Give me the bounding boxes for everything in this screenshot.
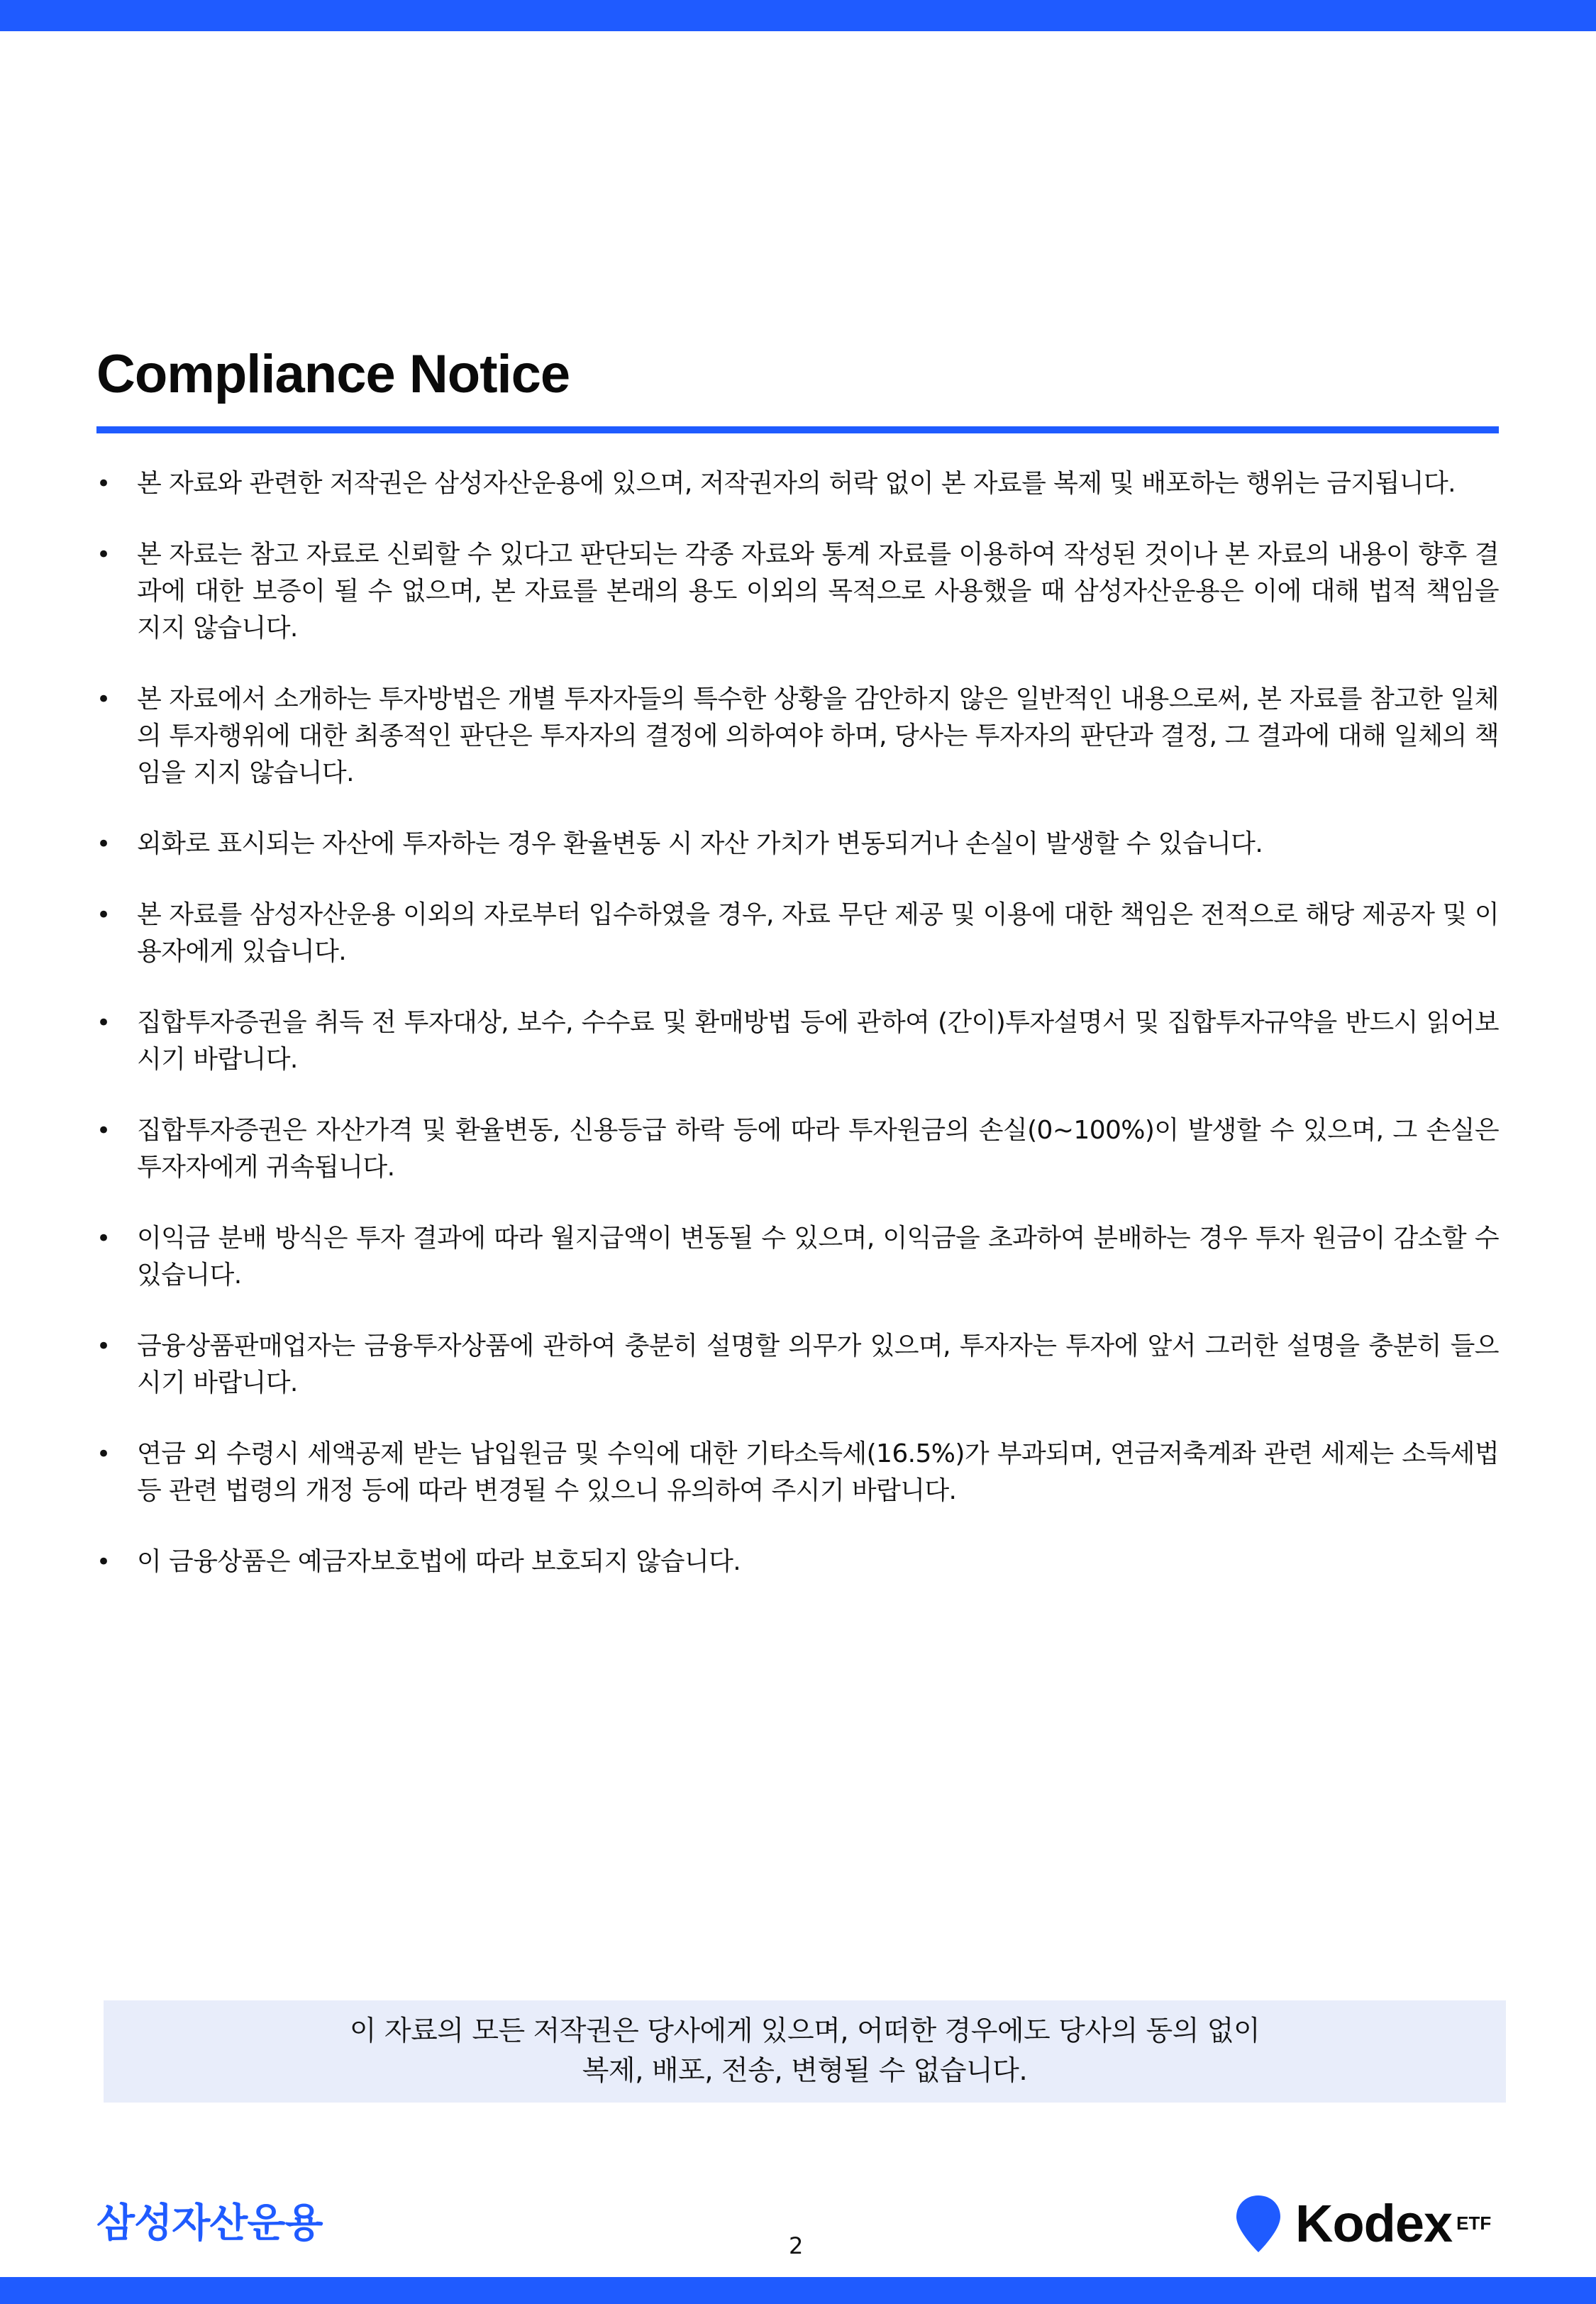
location-pin-icon (1234, 2194, 1282, 2254)
page-title: Compliance Notice (96, 344, 570, 404)
bottom-accent-bar (0, 2277, 1596, 2304)
kodex-wordmark: Kodex (1295, 2194, 1453, 2253)
notice-item: • 이익금 분배 방식은 투자 결과에 따라 월지급액이 변동될 수 있으며, 이익금을 초과하여 분배하는 경우 투자 원금이 감소할 수 있습니다. (96, 1220, 1499, 1294)
copyright-box (104, 2000, 1506, 2103)
top-accent-bar (0, 0, 1596, 31)
notice-item: • 금융상품판매업자는 금융투자상품에 관하여 충분히 설명할 의무가 있으며, 투자자는 투자에 앞서 그러한 설명을 충분히 들으시기 바랍니다. (96, 1328, 1499, 1402)
notice-item: • 연금 외 수령시 세액공제 받는 납입원금 및 수익에 대한 기타소득세(16.5%)가 부과되며, 연금저축계좌 관련 세제는 소득세법 등 관련 법령의 개정 등에 따라 변경될 수 있으니 유의하여 주시기 바랍니다. (96, 1436, 1499, 1510)
notice-item: • 외화로 표시되는 자산에 투자하는 경우 환율변동 시 자산 가치가 변동되거나 손실이 발생할 수 있습니다. (96, 826, 1499, 863)
notice-list (96, 465, 1499, 1615)
notice-item: • 본 자료는 참고 자료로 신뢰할 수 있다고 판단되는 각종 자료와 통계 자료를 이용하여 작성된 것이나 본 자료의 내용이 향후 결과에 대한 보증이 될 수 없으며, 본 자료를 본래의 용도 이외의 목적으로 사용했을 때 삼성자산운용은 이에 대해 법적 책임을 지지 않습니다. (96, 536, 1499, 647)
notice-item: • 본 자료를 삼성자산운용 이외의 자로부터 입수하였을 경우, 자료 무단 제공 및 이용에 대한 책임은 전적으로 해당 제공자 및 이용자에게 있습니다. (96, 897, 1499, 970)
title-underline (96, 426, 1499, 433)
etf-wordmark: ETF (1456, 2212, 1492, 2234)
notice-item: • 집합투자증권을 취득 전 투자대상, 보수, 수수료 및 환매방법 등에 관하여 (간이)투자설명서 및 집합투자규약을 반드시 읽어보시기 바랍니다. (96, 1004, 1499, 1078)
notice-item: • 본 자료에서 소개하는 투자방법은 개별 투자자들의 특수한 상황을 감안하지 않은 일반적인 내용으로써, 본 자료를 참고한 일체의 투자행위에 대한 최종적인 판단은 투자자의 결정에 의하여야 하며, 당사는 투자자의 판단과 결정, 그 결과에 대해 일체의 책임을 지지 않습니다. (96, 681, 1499, 792)
notice-item: • 이 금융상품은 예금자보호법에 따라 보호되지 않습니다. (96, 1544, 1499, 1580)
notice-item: • 본 자료와 관련한 저작권은 삼성자산운용에 있으며, 저작권자의 허락 없이 본 자료를 복제 및 배포하는 행위는 금지됩니다. (96, 465, 1499, 502)
copyright-line-1: 이 자료의 모든 저작권은 당사에게 있으며, 어떠한 경우에도 당사의 동의 없이 (349, 2015, 1260, 2047)
copyright-line-2: 복제, 배포, 전송, 변형될 수 없습니다. (582, 2055, 1028, 2087)
kodex-etf-logo (1234, 2192, 1491, 2256)
page-number: 2 (789, 2232, 804, 2259)
samsung-asset-logo: 삼성자산운용 (96, 2200, 323, 2247)
notice-item: • 집합투자증권은 자산가격 및 환율변동, 신용등급 하락 등에 따라 투자원금의 손실(0~100%)이 발생할 수 있으며, 그 손실은 투자자에게 귀속됩니다. (96, 1112, 1499, 1186)
